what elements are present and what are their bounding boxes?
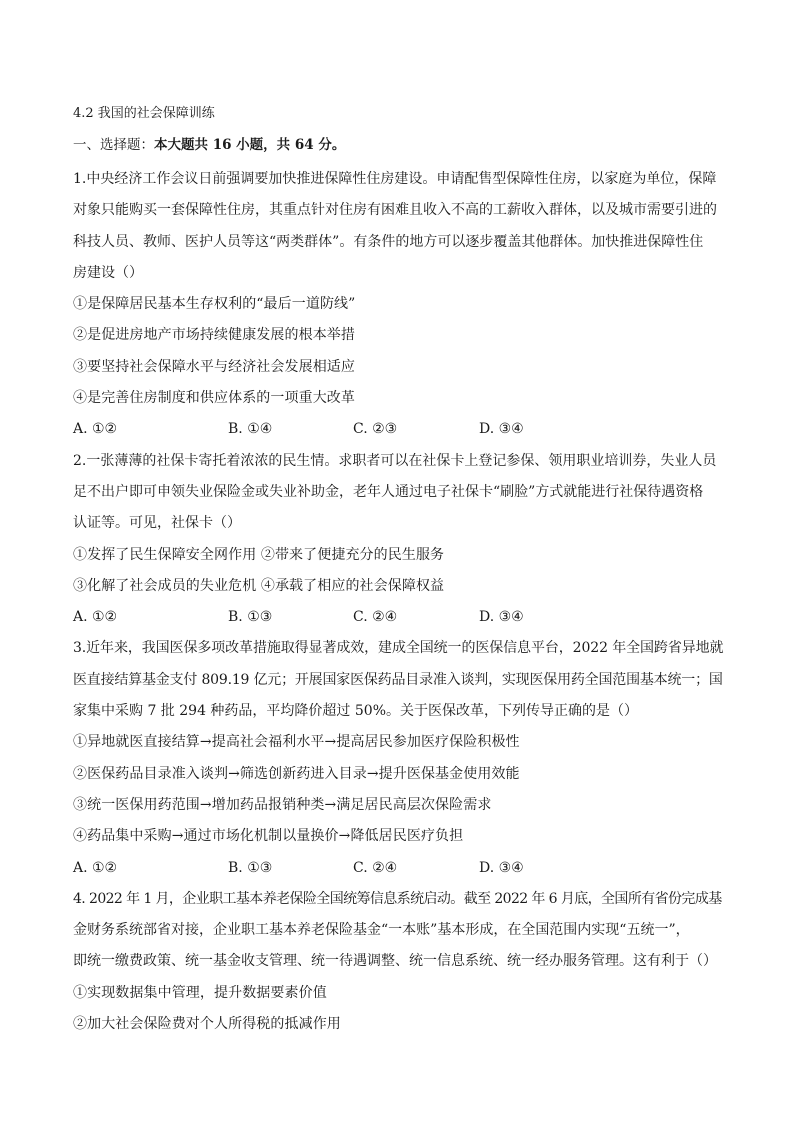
statement: ②是促进房地产市场持续健康发展的根本举措	[73, 327, 355, 344]
stem-line: 金财务系统部省对接，企业职工基本养老保险基金“一本账”基本形成，在全国范围内实现“五统一”，	[73, 922, 690, 939]
option-b[interactable]: B. ①③	[228, 609, 273, 626]
question-1	[73, 164, 725, 446]
stem-line: 家集中采购 7 批 294 种药品，平均降价超过 50%。关于医保改革，下列传导正确的是（）	[73, 703, 638, 720]
option-d[interactable]: D. ③④	[479, 859, 524, 876]
stem-line: 足不出户即可申领失业保险金或失业补助金，老年人通过电子社保卡“刷脸”方式就能进行社保待遇资格	[73, 483, 704, 500]
option-c[interactable]: C. ②④	[353, 859, 398, 876]
option-d[interactable]: D. ③④	[479, 421, 524, 438]
statement: ③化解了社会成员的失业危机 ④承载了相应的社会保障权益	[73, 577, 445, 594]
option-c[interactable]: C. ②③	[353, 421, 398, 438]
question-stem	[73, 633, 725, 727]
stem-line: 科技人员、教师、医护人员等这“两类群体”。有条件的地方可以逐步覆盖其他群体。加快推进保障性住	[73, 233, 704, 250]
stem-line: 对象只能购买一套保障性住房，其重点针对住房有困难且收入不高的工薪收入群体，以及城市需要引进的	[73, 202, 717, 219]
statement: ①异地就医直接结算→提高社会福利水平→提高居民参加医疗保险积极性	[73, 734, 520, 751]
statement: ③要坚持社会保障水平与经济社会发展相适应	[73, 358, 355, 375]
answer-options	[73, 602, 725, 633]
statement: ④是完善住房制度和供应体系的一项重大改革	[73, 390, 355, 407]
statement: ③统一医保用药范围→增加药品报销种类→满足居民高层次保险需求	[73, 796, 492, 813]
question-4	[73, 884, 725, 1040]
statement: ①实现数据集中管理，提升数据要素价值	[73, 984, 327, 1001]
stem-line: 认证等。可见，社保卡（）	[73, 515, 241, 532]
document-content	[73, 100, 725, 1040]
statement: ②加大社会保险费对个人所得税的抵减作用	[73, 1016, 341, 1033]
stem-line: 3.近年来，我国医保多项改革措施取得显著成效，建成全国统一的医保信息平台，2022 年全国跨省异地就	[73, 640, 724, 657]
stem-line: 医直接结算基金支付 809.19 亿元；开展国家医保药品目录准入谈判，实现医保用药全国范围基本统一；国	[73, 671, 723, 688]
option-a[interactable]: A. ①②	[73, 421, 118, 438]
stem-line: 4. 2022 年 1 月，企业职工基本养老保险全国统筹信息系统启动。截至 2022 年 6 月底，全国所有省份完成基	[73, 890, 722, 907]
option-d[interactable]: D. ③④	[479, 609, 524, 626]
question-2	[73, 446, 725, 634]
statement: ①是保障居民基本生存权利的“最后一道防线”	[73, 296, 356, 313]
statement: ②医保药品目录准入谈判→筛选创新药进入目录→提升医保基金使用效能	[73, 765, 520, 782]
stem-line: 房建设（）	[73, 264, 143, 281]
section-prefix: 一、选择题：	[73, 137, 154, 153]
option-a[interactable]: A. ①②	[73, 859, 118, 876]
section-heading	[73, 130, 725, 160]
stem-line: 2.一张薄薄的社保卡寄托着浓浓的民生情。求职者可以在社保卡上登记参保、领用职业培训券，失业人员	[73, 452, 717, 469]
option-a[interactable]: A. ①②	[73, 609, 118, 626]
option-b[interactable]: B. ①④	[228, 421, 273, 438]
answer-options	[73, 414, 725, 445]
stem-line: 1.中央经济工作会议日前强调要加快推进保障性住房建设。申请配售型保障性住房，以家庭为单位，保障	[73, 171, 717, 187]
question-3	[73, 633, 725, 883]
question-stem	[73, 446, 725, 540]
section-description: 本大题共 16 小题，共 64 分。	[154, 137, 346, 153]
statement: ①发挥了民生保障安全网作用 ②带来了便捷充分的民生服务	[73, 546, 445, 563]
statement: ④药品集中采购→通过市场化机制以量换价→降低居民医疗负担	[73, 828, 464, 845]
question-stem	[73, 164, 725, 289]
answer-options	[73, 853, 725, 884]
question-stem	[73, 884, 725, 978]
option-b[interactable]: B. ①③	[228, 859, 273, 876]
stem-line: 即统一缴费政策、统一基金收支管理、统一待遇调整、统一信息系统、统一经办服务管理。这有利于（）	[73, 953, 717, 970]
option-c[interactable]: C. ②④	[353, 609, 398, 626]
document-title: 4.2 我国的社会保障训练	[73, 106, 215, 121]
